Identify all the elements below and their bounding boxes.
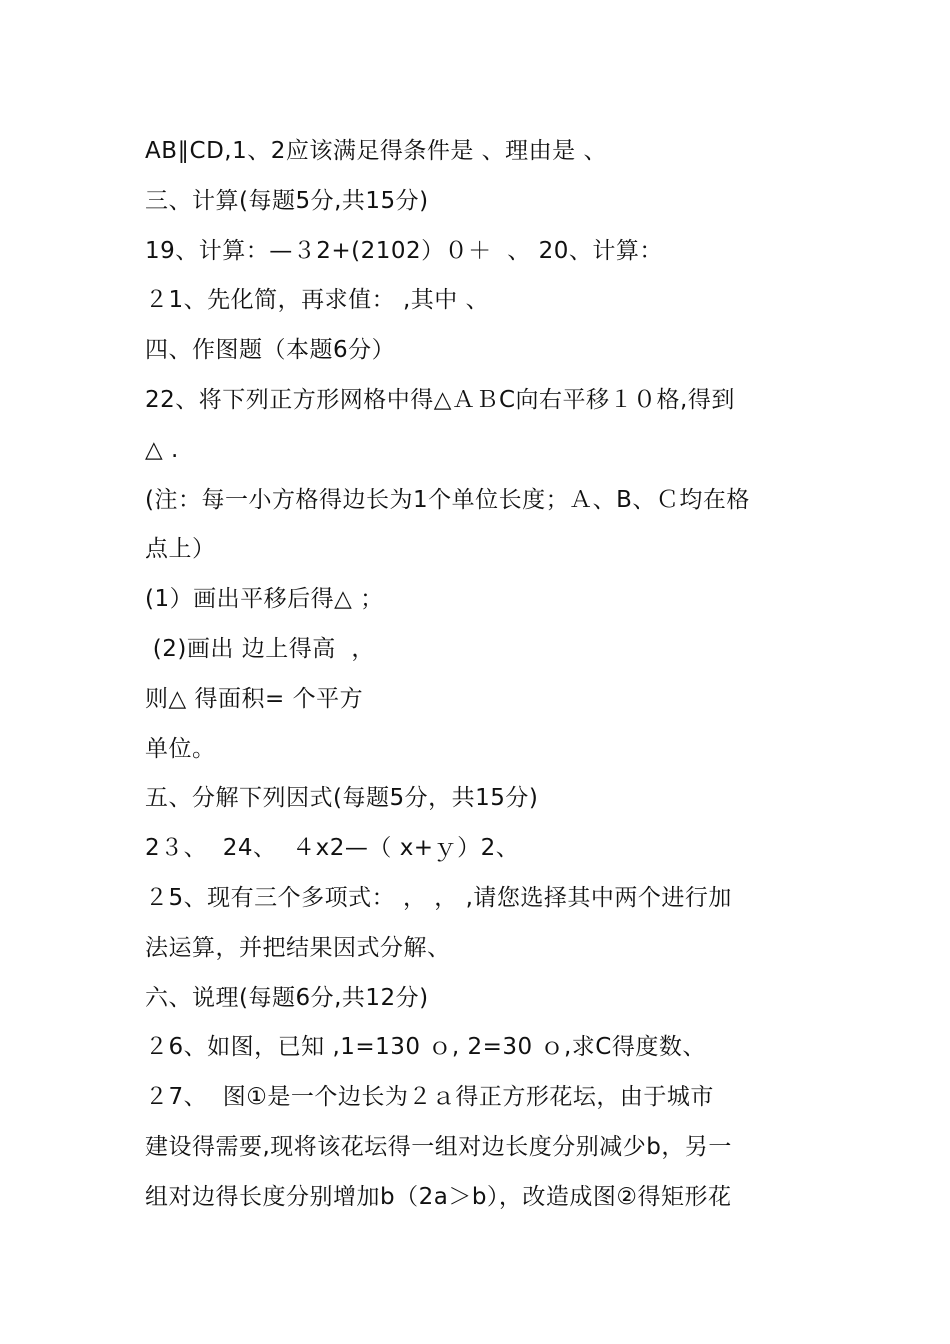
section-heading: 四、作图题（本题6分） xyxy=(145,337,396,364)
text-line: 22、将下列正方形网格中得△ＡＢC向右平移１０格,得到 xyxy=(145,386,735,413)
text-line: 建设得需要,现将该花坛得一组对边长度分别减少b，另一 xyxy=(145,1133,732,1160)
text-line: ２7、 图①是一个边长为２ａ得正方形花坛，由于城市 xyxy=(145,1084,714,1111)
section-heading: 三、计算(每题5分,共15分) xyxy=(145,187,429,214)
section-heading: 六、说理(每题6分,共12分) xyxy=(145,984,429,1011)
text-line: ２5、现有三个多项式： ， ， ,请您选择其中两个进行加 xyxy=(145,884,732,911)
text-line: △ . xyxy=(145,436,179,463)
text-line: 单位。 xyxy=(145,735,216,762)
text-line: (1）画出平移后得△ ； xyxy=(145,586,384,613)
text-line: 则△ 得面积= 个平方 xyxy=(145,685,364,712)
text-line: (2)画出 边上得高 ， xyxy=(145,635,375,662)
text-line: 组对边得长度分别增加b（2a＞b），改造成图②得矩形花 xyxy=(145,1183,732,1210)
text-line: ２6、如图，已知 ,1=130 ｏ, 2=30 ｏ,求C得度数、 xyxy=(145,1034,706,1061)
text-line: ２1、先化简，再求值： ,其中 、 xyxy=(145,287,490,314)
text-line: 法运算，并把结果因式分解、 xyxy=(145,934,451,961)
text-line: (注：每一小方格得边长为1个单位长度；Ａ、B、Ｃ均在格 xyxy=(145,486,750,513)
section-heading: 五、分解下列因式(每题5分，共15分) xyxy=(145,785,539,812)
text-line: 点上） xyxy=(145,536,216,563)
text-line: AB∥CD,1、2应该满足得条件是 、理由是 、 xyxy=(145,138,607,164)
document-body xyxy=(145,127,825,1223)
text-line: 2３、 24、 ４x2—（ x+ｙ）2、 xyxy=(145,835,520,862)
text-line: 19、计算：—３2+(2102）０＋ 、 20、计算： xyxy=(145,237,663,264)
